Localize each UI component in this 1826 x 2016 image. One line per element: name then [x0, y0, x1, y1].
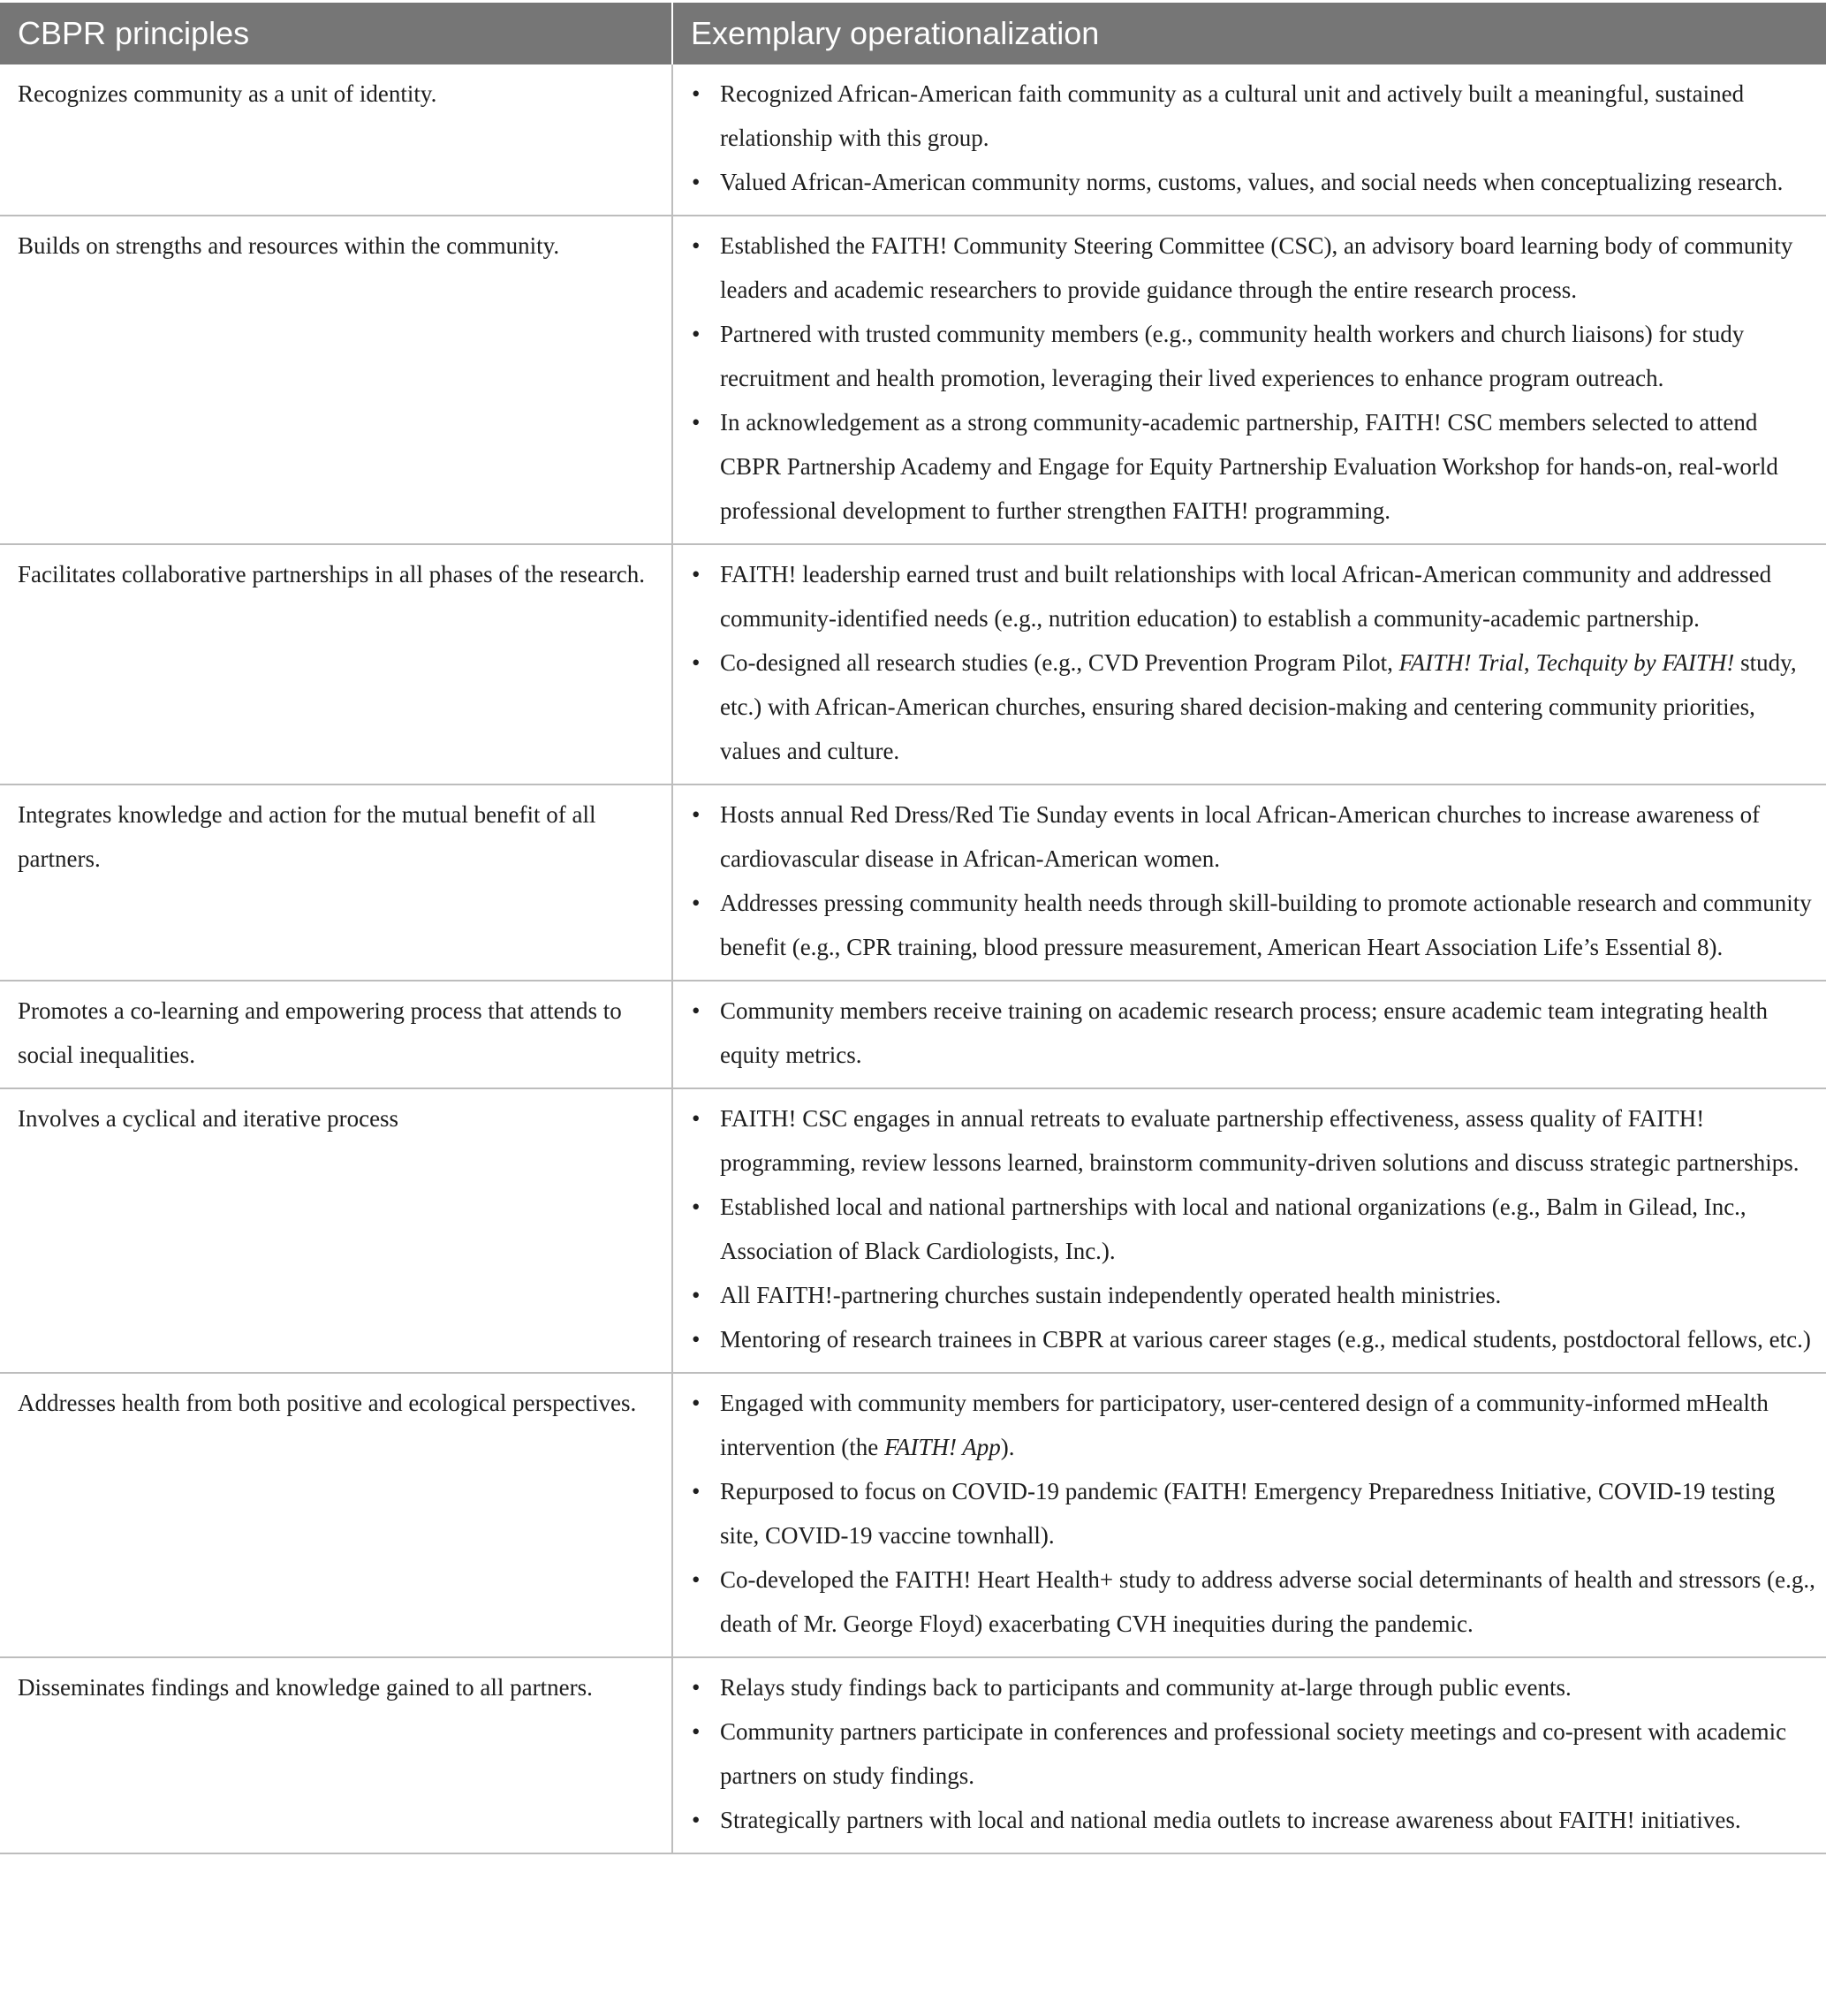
list-item: • Repurposed to focus on COVID-19 pandemic (FAITH! Emergency Preparedness Initiative, COVID-19 testing site, COVID-19 vaccine townhall). — [673, 1469, 1817, 1557]
list-item: • Co-developed the FAITH! Heart Health+ study to address adverse social determinants of health and stressors (e.g., death of Mr. George Floyd) exacerbating CVH inequities during the pandemic. — [673, 1557, 1817, 1646]
operationalization-cell — [672, 784, 1826, 981]
header-cbpr-principles: CBPR principles — [0, 3, 672, 64]
principle-cell: Addresses health from both positive and ecological perspectives. — [0, 1373, 672, 1657]
operationalization-cell — [672, 1373, 1826, 1657]
operationalization-cell — [672, 1657, 1826, 1853]
list-item: • FAITH! leadership earned trust and built relationships with local African-American community and addressed community-identified needs (e.g., nutrition education) to establish a community-academic partnership. — [673, 552, 1817, 640]
list-item: • Community partners participate in conferences and professional society meetings and co-present with academic partners on study findings. — [673, 1709, 1817, 1798]
list-item: • Recognized African-American faith community as a cultural unit and actively built a meaningful, sustained relationship with this group. — [673, 72, 1817, 160]
list-item: • Strategically partners with local and national media outlets to increase awareness about FAITH! initiatives. — [673, 1798, 1817, 1842]
list-item — [673, 640, 1817, 773]
list-item: • Established the FAITH! Community Steering Committee (CSC), an advisory board learning body of community leaders and academic researchers to provide guidance through the entire research process. — [673, 224, 1817, 312]
header-exemplary-operationalization: Exemplary operationalization — [672, 3, 1826, 64]
list-item: • Hosts annual Red Dress/Red Tie Sunday events in local African-American churches to increase awareness of cardiovascular disease in African-American women. — [673, 792, 1817, 881]
bullet-list — [673, 1096, 1817, 1361]
item-text: , — [1523, 649, 1536, 676]
bullet-list — [673, 72, 1817, 204]
item-text: Co-designed all research studies (e.g., CVD Prevention Program Pilot, — [720, 649, 1399, 676]
list-item: • Established local and national partnerships with local and national organizations (e.g., Balm in Gilead, Inc., Association of Black Cardiologists, Inc.). — [673, 1185, 1817, 1273]
bullet-list — [673, 1665, 1817, 1842]
principle-cell: Promotes a co-learning and empowering process that attends to social inequalities. — [0, 981, 672, 1088]
operationalization-cell — [672, 1088, 1826, 1373]
table-row — [0, 544, 1826, 784]
list-item: • Partnered with trusted community members (e.g., community health workers and church liaisons) for study recruitment and health promotion, leveraging their lived experiences to enhance program outreach. — [673, 312, 1817, 400]
table-row — [0, 1657, 1826, 1853]
principle-cell: Recognizes community as a unit of identity. — [0, 64, 672, 216]
table-row — [0, 64, 1826, 216]
item-italic-text: Techquity by FAITH! — [1535, 649, 1735, 676]
operationalization-cell — [672, 981, 1826, 1088]
bullet-list — [673, 1381, 1817, 1646]
item-text: ). — [1000, 1434, 1015, 1460]
bullet-list — [673, 224, 1817, 533]
list-item: • Valued African-American community norms, customs, values, and social needs when conceptualizing research. — [673, 160, 1817, 204]
bullet-list — [673, 552, 1817, 773]
cbpr-principles-table — [0, 3, 1826, 1854]
table-header-row — [0, 3, 1826, 64]
operationalization-cell — [672, 216, 1826, 544]
item-text: study, etc.) with African-American churches, ensuring shared decision-making and centering community priorities, values and culture. — [720, 649, 1797, 764]
list-item: • Addresses pressing community health needs through skill-building to promote actionable research and community benefit (e.g., CPR training, blood pressure measurement, American Heart Association Life’s Essential 8). — [673, 881, 1817, 969]
list-item: • Mentoring of research trainees in CBPR at various career stages (e.g., medical students, postdoctoral fellows, etc.) — [673, 1317, 1817, 1361]
table-row — [0, 981, 1826, 1088]
list-item: • FAITH! CSC engages in annual retreats to evaluate partnership effectiveness, assess quality of FAITH! programming, review lessons learned, brainstorm community-driven solutions and discuss strategic partnerships. — [673, 1096, 1817, 1185]
operationalization-cell — [672, 64, 1826, 216]
list-item — [673, 1381, 1817, 1469]
table-row — [0, 784, 1826, 981]
table-row — [0, 1373, 1826, 1657]
bullet-list — [673, 989, 1817, 1077]
table-row — [0, 216, 1826, 544]
table-row — [0, 1088, 1826, 1373]
bullet-list — [673, 792, 1817, 969]
principle-cell: Builds on strengths and resources within the community. — [0, 216, 672, 544]
item-italic-text: FAITH! App — [883, 1434, 1001, 1460]
list-item: • All FAITH!-partnering churches sustain independently operated health ministries. — [673, 1273, 1817, 1317]
list-item: • In acknowledgement as a strong community-academic partnership, FAITH! CSC members selected to attend CBPR Partnership Academy and Engage for Equity Partnership Evaluation Workshop for hands-on, real-world professional development to further strengthen FAITH! programming. — [673, 400, 1817, 533]
list-item: • Relays study findings back to participants and community at-large through public events. — [673, 1665, 1817, 1709]
principle-cell: Integrates knowledge and action for the mutual benefit of all partners. — [0, 784, 672, 981]
operationalization-cell — [672, 544, 1826, 784]
principle-cell: Facilitates collaborative partnerships in all phases of the research. — [0, 544, 672, 784]
list-item: • Community members receive training on academic research process; ensure academic team integrating health equity metrics. — [673, 989, 1817, 1077]
principle-cell: Involves a cyclical and iterative process — [0, 1088, 672, 1373]
principle-cell: Disseminates findings and knowledge gained to all partners. — [0, 1657, 672, 1853]
item-italic-text: FAITH! Trial — [1398, 649, 1524, 676]
item-text: Engaged with community members for participatory, user-centered design of a community-informed mHealth intervention (the — [720, 1390, 1769, 1460]
